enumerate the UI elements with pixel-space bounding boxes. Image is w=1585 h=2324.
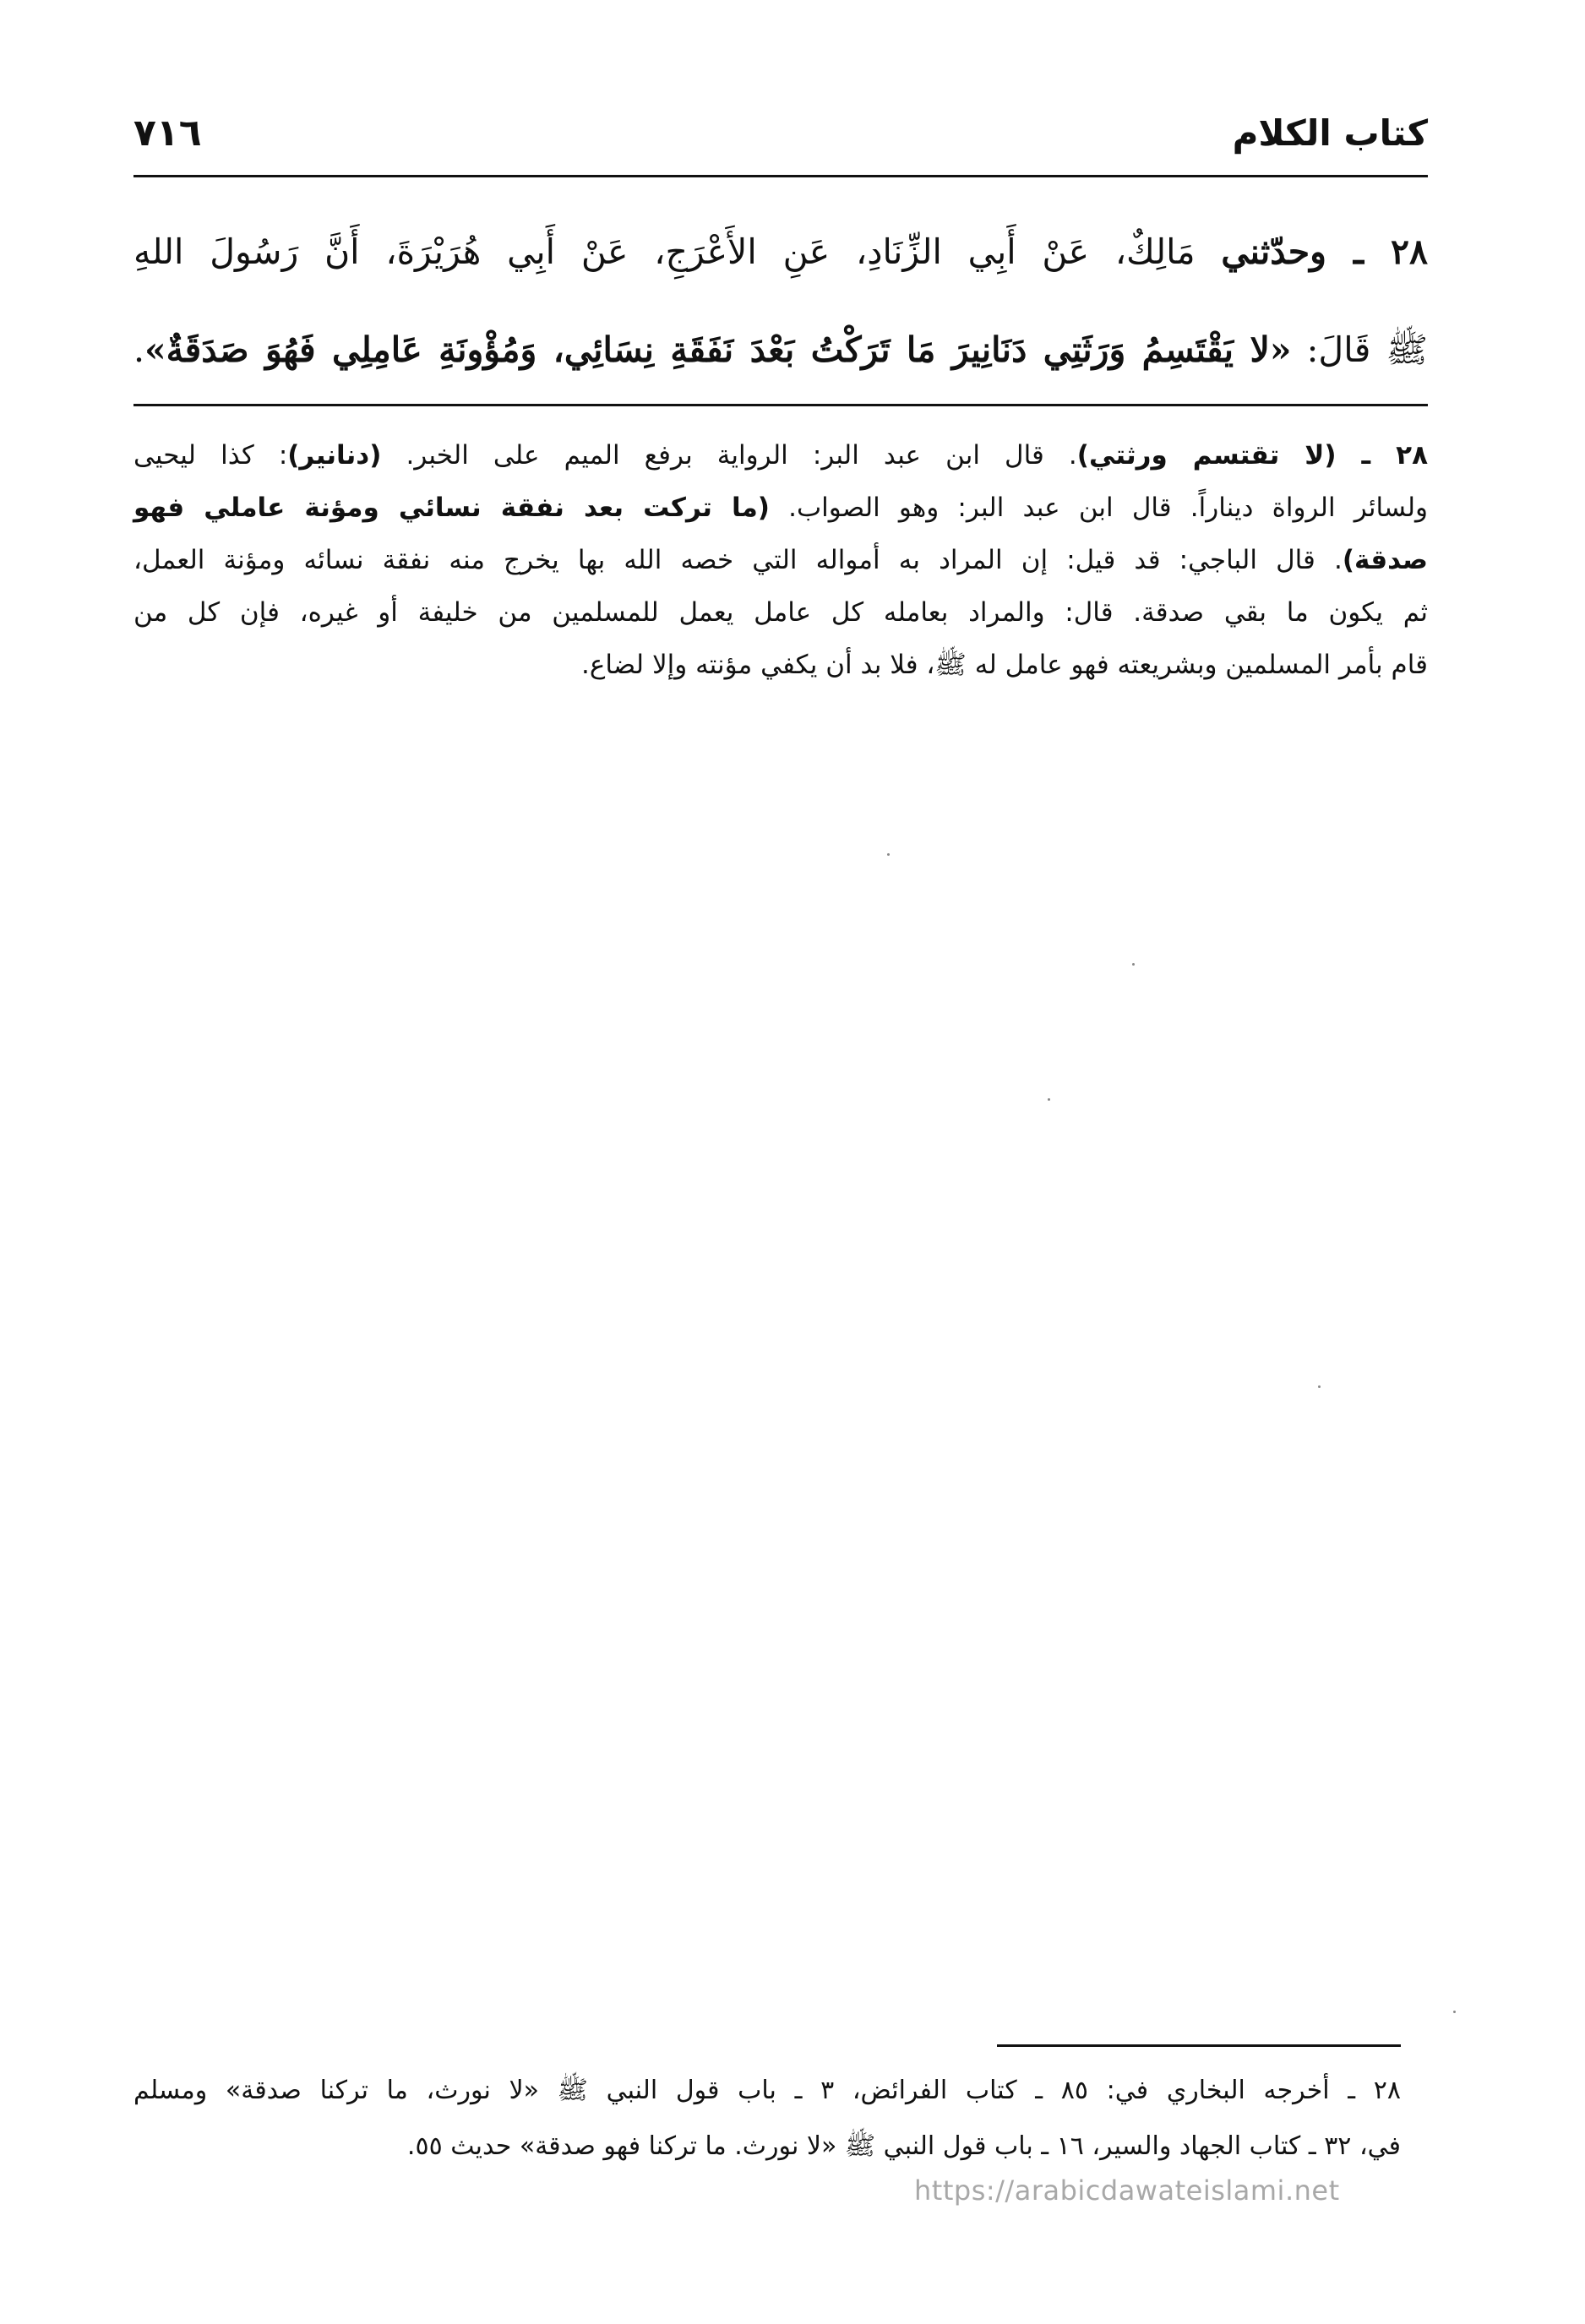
header-divider: [133, 175, 1428, 177]
commentary-line-5: قام بأمر المسلمين وبشريعته فهو عامل له ﷺ، فلا بد أن يكفي مؤنته وإلا لضاع.: [580, 650, 1428, 680]
scan-speck: [1048, 1098, 1050, 1101]
commentary-heading: ٢٨ ـ (لا تقتسم ورثتي): [1076, 440, 1428, 471]
hadith-end: .: [133, 329, 145, 370]
commentary-line-2: [133, 482, 1428, 534]
footnote-divider: [997, 2044, 1401, 2047]
commentary-text-span: . قال ابن عبد البر: الرواية برفع الميم على الخبر.: [381, 440, 1077, 471]
hadith-line-2: [133, 301, 1428, 399]
scan-speck: [1132, 963, 1135, 966]
commentary-term: صدقة): [1342, 545, 1428, 575]
commentary-line-1: [133, 429, 1428, 482]
commentary-line-3: [133, 534, 1428, 586]
commentary-text-span: : كذا ليحيى: [133, 440, 288, 471]
hadith-text: [133, 203, 1428, 399]
page-header: [133, 108, 1428, 167]
commentary-text-span: ولسائر الرواة ديناراً. قال ابن عبد البر: وهو الصواب.: [769, 493, 1428, 523]
commentary-text: [133, 429, 1428, 691]
hadith-isnad: مَالِكٌ، عَنْ أَبِي الزِّنَادِ، عَنِ الأَعْرَجِ، عَنْ أَبِي هُرَيْرَةَ، أَنَّ رَسُولَ اللهِ: [133, 231, 1222, 272]
scan-speck: [887, 853, 890, 856]
scan-speck: [1318, 1385, 1321, 1388]
hadith-intro: ﷺ قَالَ:: [1291, 329, 1428, 370]
scan-speck: [1453, 2011, 1456, 2013]
hadith-matn: «لا يَقْتَسِمُ وَرَثَتِي دَنَانِيرَ مَا تَرَكْتُ بَعْدَ نَفَقَةِ نِسَائِي، وَمُؤْونَةِ عَامِلِي فَهُوَ صَدَقَةٌ»: [144, 329, 1292, 370]
hadith-number: ٢٨ ـ وحدّثني: [1221, 231, 1429, 272]
footnote-line-2: في، ٣٢ ـ كتاب الجهاد والسير، ١٦ ـ باب قول النبي ﷺ «لا نورث. ما تركنا فهو صدقة» حديث ٥٥.: [406, 2131, 1401, 2161]
footnote-line-1: ٢٨ ـ أخرجه البخاري في: ٨٥ ـ كتاب الفرائض، ٣ ـ باب قول النبي ﷺ «لا نورث، ما تركنا صدقة» ومسلم: [133, 2076, 1401, 2105]
commentary-line-4: ثم يكون ما بقي صدقة. قال: والمراد بعامله كل عامل يعمل للمسلمين من خليفة أو غيره، فإن كل من: [133, 597, 1428, 628]
page-number: ٧١٦: [133, 112, 202, 155]
commentary-term: (دنانير): [287, 440, 382, 471]
watermark-url: https://arabicdawateislami.net: [914, 2174, 1340, 2207]
commentary-text-span: . قال الباجي: قد قيل: إن المراد به أمواله التي خصه الله بها يخرج منه نفقة نسائه ومؤنة العمل،: [133, 545, 1343, 575]
hadith-line-1: [133, 203, 1428, 301]
footnotes: [133, 2063, 1401, 2174]
running-title: كتاب الكلام: [1232, 112, 1428, 154]
commentary-term: (ما تركت بعد نفقة نسائي ومؤنة عاملي فهو: [133, 493, 770, 523]
commentary-divider: [133, 404, 1428, 406]
